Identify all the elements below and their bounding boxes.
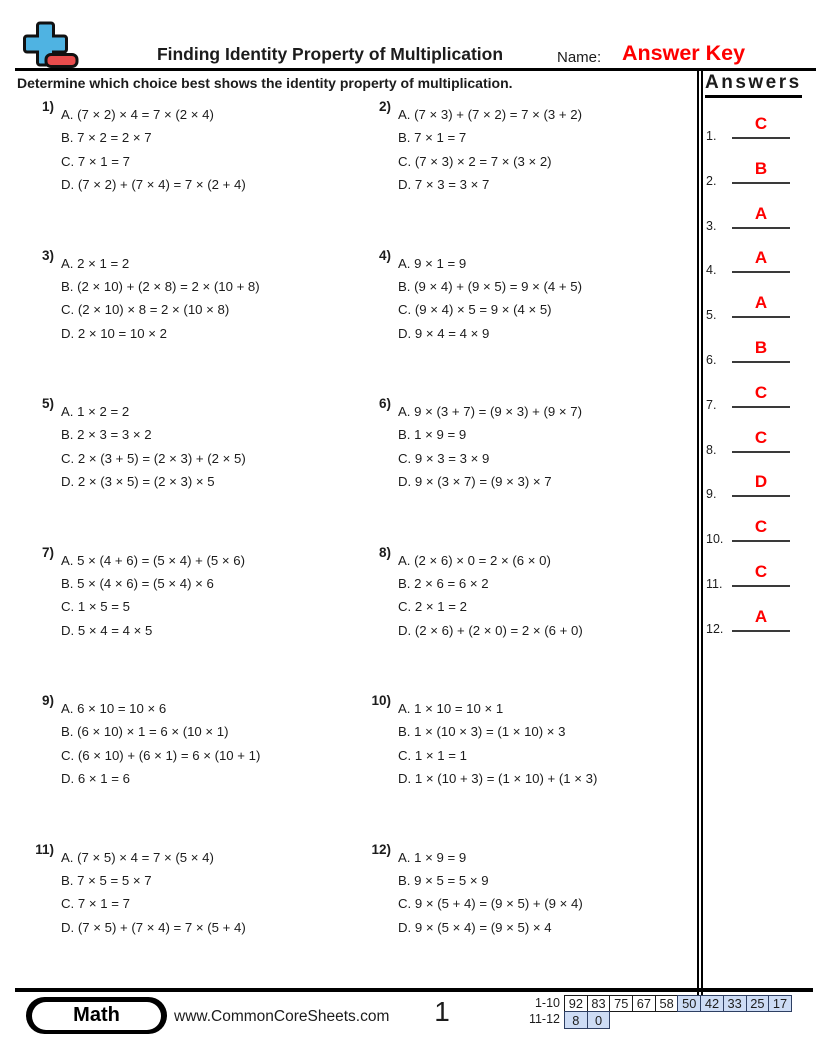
option-line: D. 2 × 10 = 10 × 2 xyxy=(61,325,167,341)
question-number: 10) xyxy=(371,693,391,708)
question-number: 11) xyxy=(35,841,54,857)
option-line: A. 1 × 9 = 9 xyxy=(398,849,467,865)
question-options xyxy=(398,103,582,197)
option-line: A. 6 × 10 = 10 × 6 xyxy=(61,701,167,716)
score-cell: 42 xyxy=(700,995,724,1012)
answer-item-12 xyxy=(702,606,792,649)
answer-item-letter: B xyxy=(754,338,768,357)
option-line: D. 9 × 4 = 4 × 9 xyxy=(398,325,490,341)
question-options xyxy=(398,549,583,643)
option-line: B. 7 × 1 = 7 xyxy=(398,130,467,146)
option-line: D. 7 × 3 = 3 × 7 xyxy=(398,177,490,193)
option-line: D. 9 × (5 × 4) = (9 × 5) × 4 xyxy=(398,919,552,935)
option-line: C. (7 × 3) × 2 = 7 × (3 × 2) xyxy=(398,153,552,169)
answer-item-letter: C xyxy=(754,517,768,537)
option-line: B. 1 × (10 × 3) = (1 × 10) × 3 xyxy=(398,724,566,740)
option-line: A. 5 × (4 + 6) = (5 × 4) + (5 × 6) xyxy=(61,552,245,568)
option-line: B. 2 × 3 = 3 × 2 xyxy=(61,427,152,443)
question-number: 2) xyxy=(378,99,391,114)
answer-item-6 xyxy=(702,340,792,380)
question-1 xyxy=(18,99,246,197)
name-label: Name: xyxy=(557,49,602,66)
question-5 xyxy=(18,396,246,494)
question-number: 5) xyxy=(41,396,54,411)
answer-item-4 xyxy=(702,250,792,290)
answer-item-number: 11. xyxy=(706,577,723,591)
score-row-label: 11-12 xyxy=(528,1012,560,1027)
answer-item-number: 4. xyxy=(706,263,717,278)
answer-blank-line xyxy=(732,540,790,542)
score-cell: 8 xyxy=(564,1011,588,1028)
question-4 xyxy=(355,247,582,346)
answer-blank-line xyxy=(732,271,790,273)
question-number: 8) xyxy=(378,544,391,560)
question-number: 12) xyxy=(371,841,391,857)
answer-item-8 xyxy=(702,427,792,470)
question-options xyxy=(398,400,582,494)
answer-blank-line xyxy=(732,406,790,408)
answer-item-9 xyxy=(702,474,792,514)
subject-badge-label: Math xyxy=(32,1002,161,1030)
answer-item-number: 9. xyxy=(706,487,717,502)
answers-panel-title: Answers xyxy=(705,72,802,98)
question-number: 4) xyxy=(378,247,391,263)
answer-blank-line xyxy=(732,361,790,363)
name-value-answer-key: Answer Key xyxy=(622,41,746,65)
option-line: A. 2 × 1 = 2 xyxy=(61,255,130,271)
answer-item-letter: A xyxy=(754,293,768,313)
score-row-1-10 xyxy=(512,995,792,1012)
score-cell: 50 xyxy=(677,995,701,1012)
score-cell: 25 xyxy=(746,995,770,1012)
option-line: D. 1 × (10 + 3) = (1 × 10) + (1 × 3) xyxy=(398,771,598,787)
question-6 xyxy=(355,396,582,494)
option-line: C. 2 × 1 = 2 xyxy=(398,599,467,615)
question-options xyxy=(398,846,583,940)
option-line: B. 7 × 5 = 5 × 7 xyxy=(61,872,152,888)
question-options xyxy=(398,252,582,346)
answer-blank-line xyxy=(732,182,790,184)
question-number: 3) xyxy=(41,247,54,263)
website-url: www.CommonCoreSheets.com xyxy=(174,1008,390,1025)
score-row-label: 1-10 xyxy=(534,996,560,1010)
answer-item-number: 7. xyxy=(706,397,717,412)
score-cell: 67 xyxy=(632,995,656,1012)
answer-item-letter: B xyxy=(754,158,768,178)
answer-item-letter: C xyxy=(754,562,768,581)
score-cell: 58 xyxy=(655,995,679,1012)
score-row-11-12 xyxy=(512,1011,610,1028)
option-line: C. 1 × 1 = 1 xyxy=(398,747,467,763)
option-line: A. 9 × 1 = 9 xyxy=(398,255,467,271)
question-number: 9) xyxy=(41,693,54,708)
option-line: B. 7 × 2 = 2 × 7 xyxy=(61,130,152,146)
answer-item-letter: D xyxy=(754,472,768,492)
answer-item-letter: A xyxy=(754,606,768,626)
score-cell: 33 xyxy=(723,995,747,1012)
option-line: C. (6 × 10) + (6 × 1) = 6 × (10 + 1) xyxy=(61,747,261,763)
footer-divider xyxy=(15,988,813,992)
option-line: D. (2 × 6) + (2 × 0) = 2 × (6 + 0) xyxy=(398,622,583,638)
instruction-text: Determine which choice best shows the identity property of multiplication. xyxy=(17,75,513,91)
answer-blank-line xyxy=(732,137,790,139)
question-number: 1) xyxy=(41,99,54,114)
answer-blank-line xyxy=(732,227,790,229)
score-cell: 17 xyxy=(768,995,792,1012)
question-options xyxy=(61,846,246,940)
question-9 xyxy=(18,693,261,791)
answer-item-3 xyxy=(702,203,792,246)
answer-item-number: 12. xyxy=(706,621,724,636)
question-3 xyxy=(18,247,260,346)
answer-item-letter: C xyxy=(754,427,768,447)
answer-item-letter: A xyxy=(754,203,768,223)
option-line: D. (7 × 5) + (7 × 4) = 7 × (5 + 4) xyxy=(61,919,246,935)
question-options xyxy=(61,697,260,791)
question-2 xyxy=(355,99,582,197)
answer-item-1 xyxy=(702,116,792,156)
option-line: C. 7 × 1 = 7 xyxy=(61,153,130,169)
page-title: Finding Identity Property of Multiplication xyxy=(156,44,504,64)
answers-panel-border-outer xyxy=(697,70,699,996)
answer-item-number: 2. xyxy=(706,173,717,188)
answer-item-number: 5. xyxy=(706,308,717,323)
question-number: 6) xyxy=(378,396,391,411)
option-line: D. 6 × 1 = 6 xyxy=(61,771,130,787)
option-line: C. 7 × 1 = 7 xyxy=(61,896,130,912)
answer-item-number: 8. xyxy=(706,442,717,457)
answer-item-number: 6. xyxy=(706,353,717,367)
answer-item-2 xyxy=(702,158,792,201)
option-line: A. (7 × 3) + (7 × 2) = 7 × (3 + 2) xyxy=(398,107,582,122)
option-line: B. 2 × 6 = 6 × 2 xyxy=(398,575,489,591)
option-line: D. 5 × 4 = 4 × 5 xyxy=(61,622,153,638)
option-line: A. (2 × 6) × 0 = 2 × (6 × 0) xyxy=(398,552,551,568)
question-7 xyxy=(18,544,245,643)
score-cell: 75 xyxy=(609,995,633,1012)
question-11 xyxy=(18,841,246,940)
question-options xyxy=(398,697,597,791)
option-line: C. 9 × 3 = 3 × 9 xyxy=(398,450,490,466)
question-10 xyxy=(355,693,598,791)
question-number: 7) xyxy=(41,544,54,560)
option-line: C. (2 × 10) × 8 = 2 × (10 × 8) xyxy=(61,302,230,318)
option-line: D. 2 × (3 × 5) = (2 × 3) × 5 xyxy=(61,474,215,490)
score-cell: 92 xyxy=(564,995,588,1012)
answer-item-5 xyxy=(702,295,792,335)
score-cell: 0 xyxy=(587,1011,611,1028)
answer-item-10 xyxy=(702,519,792,559)
answer-blank-line xyxy=(732,585,790,587)
option-line: C. (9 × 4) × 5 = 9 × (4 × 5) xyxy=(398,302,552,318)
answer-item-7 xyxy=(702,382,792,425)
answer-item-11 xyxy=(702,564,792,604)
option-line: D. (7 × 2) + (7 × 4) = 7 × (2 + 4) xyxy=(61,177,246,193)
option-line: A. (7 × 2) × 4 = 7 × (2 × 4) xyxy=(61,107,214,122)
option-line: A. 1 × 10 = 10 × 1 xyxy=(398,701,504,716)
answer-item-number: 10. xyxy=(706,532,724,547)
question-options xyxy=(61,103,246,197)
option-line: B. 1 × 9 = 9 xyxy=(398,427,467,443)
question-options xyxy=(61,252,260,346)
answer-item-letter: C xyxy=(754,114,768,133)
plus-minus-logo-icon xyxy=(22,21,80,69)
option-line: C. 9 × (5 + 4) = (9 × 5) + (9 × 4) xyxy=(398,896,583,912)
answer-item-number: 1. xyxy=(706,129,717,143)
subject-badge xyxy=(26,997,167,1034)
answer-blank-line xyxy=(732,495,790,497)
score-cell: 83 xyxy=(587,995,611,1012)
answer-blank-line xyxy=(732,451,790,453)
option-line: C. 1 × 5 = 5 xyxy=(61,599,130,615)
answer-item-letter: A xyxy=(754,248,768,268)
option-line: C. 2 × (3 + 5) = (2 × 3) + (2 × 5) xyxy=(61,450,246,466)
answer-blank-line xyxy=(732,630,790,632)
question-12 xyxy=(355,841,583,940)
page-number: 1 xyxy=(434,996,450,1027)
answer-blank-line xyxy=(732,316,790,318)
option-line: A. 9 × (3 + 7) = (9 × 3) + (9 × 7) xyxy=(398,404,582,419)
question-options xyxy=(61,400,246,494)
question-8 xyxy=(355,544,583,643)
option-line: B. (9 × 4) + (9 × 5) = 9 × (4 + 5) xyxy=(398,278,582,294)
option-line: A. (7 × 5) × 4 = 7 × (5 × 4) xyxy=(61,849,214,865)
option-line: A. 1 × 2 = 2 xyxy=(61,404,130,419)
answer-item-letter: C xyxy=(754,382,768,402)
question-options xyxy=(61,549,245,643)
option-line: B. (6 × 10) × 1 = 6 × (10 × 1) xyxy=(61,724,229,740)
header-divider xyxy=(15,68,816,72)
option-line: B. (2 × 10) + (2 × 8) = 2 × (10 + 8) xyxy=(61,278,260,294)
answer-item-number: 3. xyxy=(706,218,717,233)
option-line: B. 5 × (4 × 6) = (5 × 4) × 6 xyxy=(61,575,214,591)
option-line: D. 9 × (3 × 7) = (9 × 3) × 7 xyxy=(398,474,552,490)
option-line: B. 9 × 5 = 5 × 9 xyxy=(398,872,489,888)
